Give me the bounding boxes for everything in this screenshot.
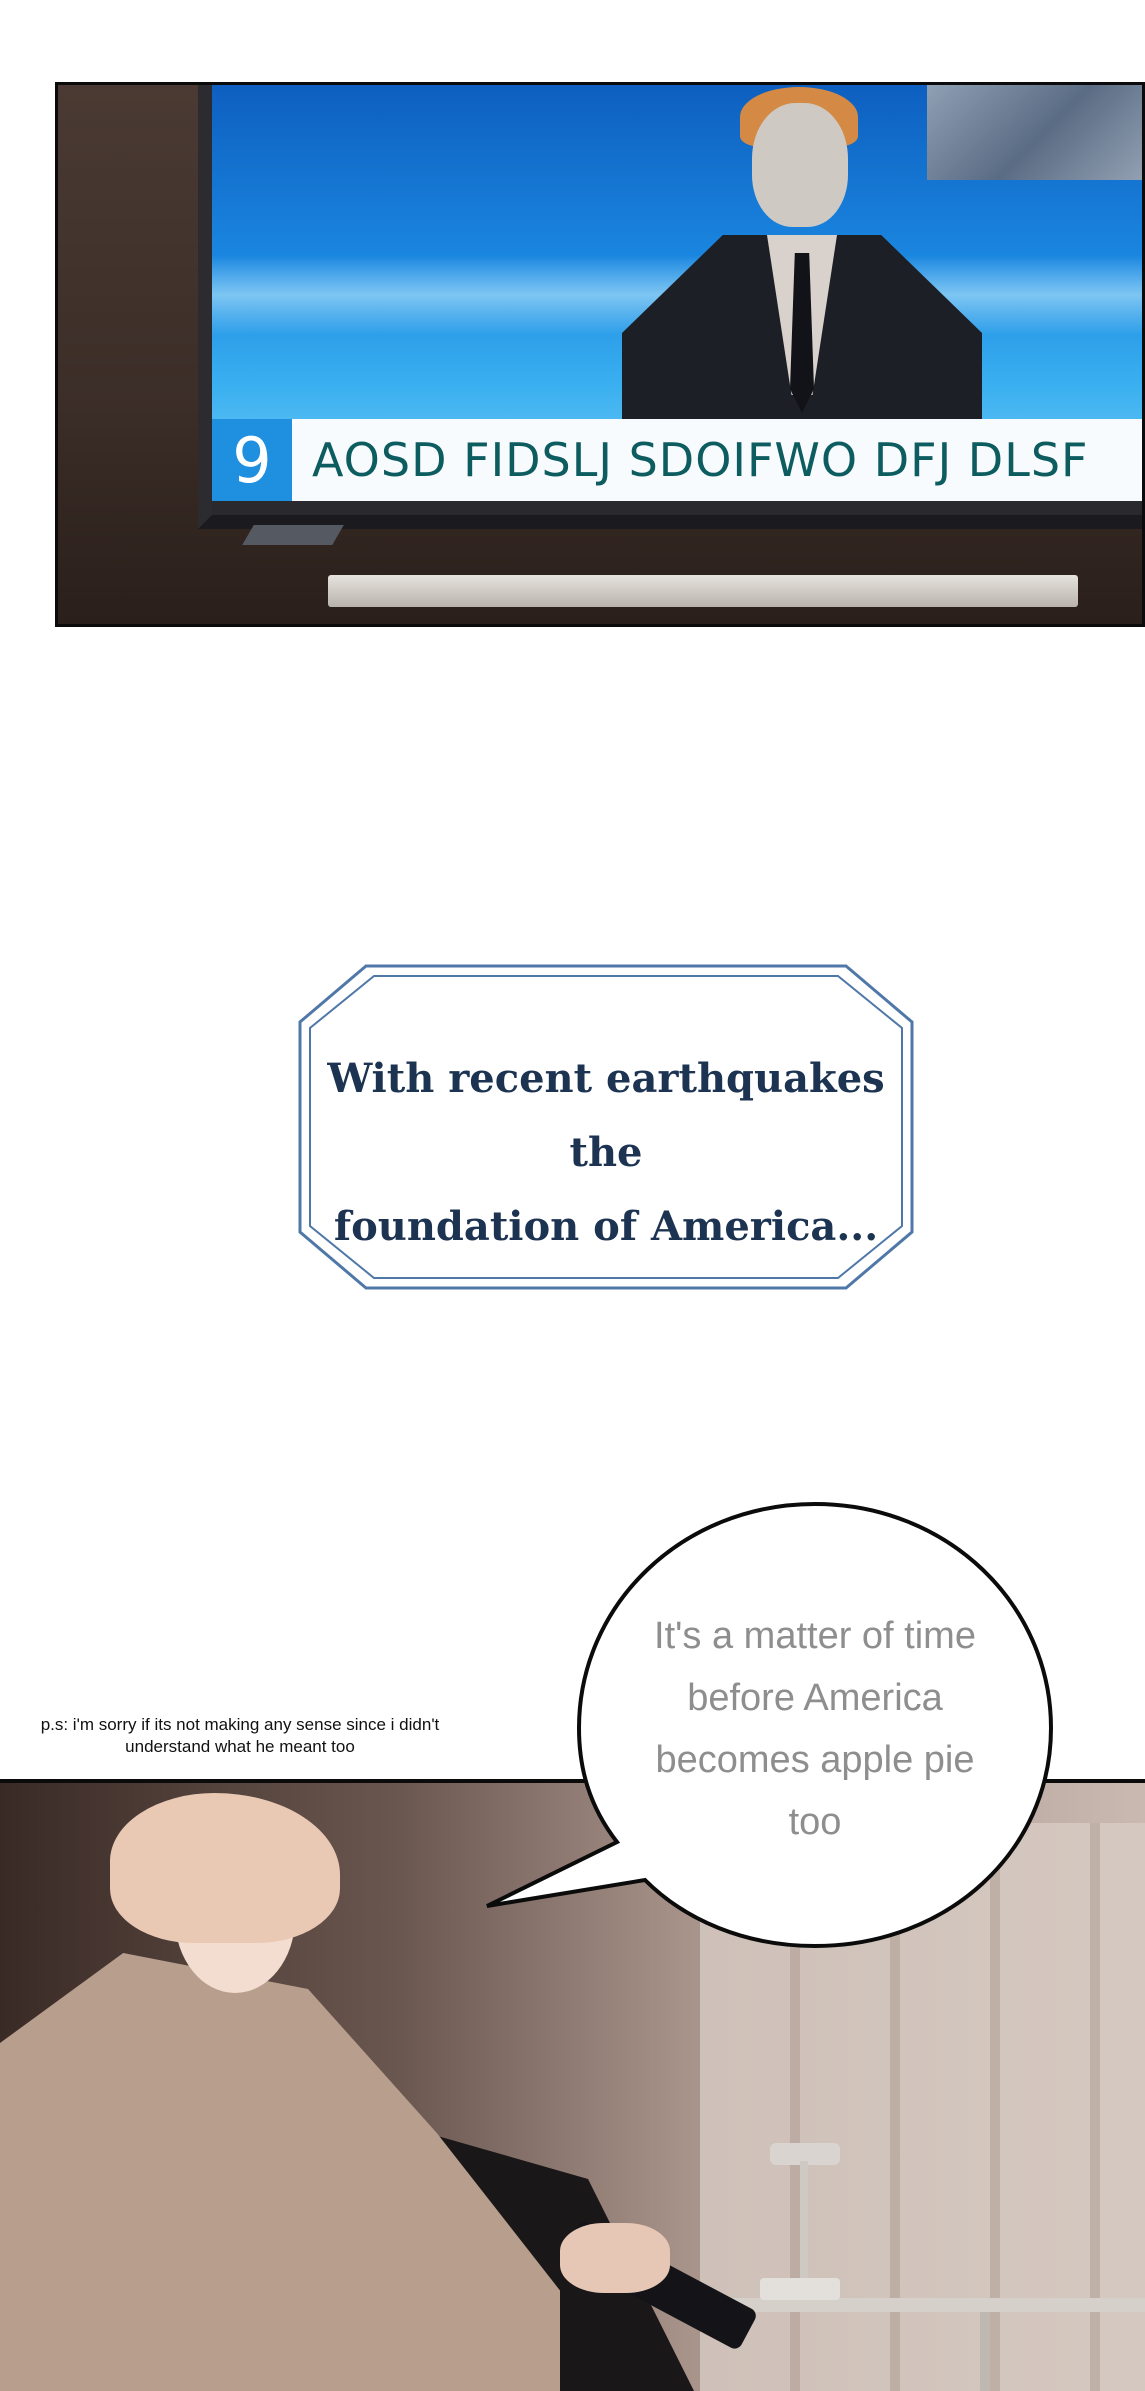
translator-note-line-2: understand what he meant too <box>125 1737 355 1756</box>
translator-note-line-1: p.s: i'm sorry if its not making any sense since i didn't <box>40 1715 440 1734</box>
speech-bubble <box>575 1500 1055 1950</box>
inset-video <box>927 85 1145 180</box>
narration-line-2: foundation of America... <box>333 1203 879 1250</box>
lamp-base <box>760 2278 840 2300</box>
tv-foot <box>242 525 344 545</box>
ticker-headline: AOSD FIDSLJ SDOIFWO DFJ DLSF <box>312 433 1089 487</box>
tv-screen <box>198 85 1145 529</box>
tv-stand <box>328 575 1078 607</box>
lamp-arm <box>800 2161 808 2281</box>
narration-box <box>296 962 916 1292</box>
man-hand <box>560 2223 670 2293</box>
channel-number: 9 <box>212 419 292 501</box>
news-ticker <box>212 419 1145 501</box>
man-hair <box>110 1793 340 1943</box>
speech-line-1: It's a matter of time <box>654 1615 976 1657</box>
ticker-crawl-strip <box>212 501 1145 515</box>
speech-line-4: too <box>788 1801 842 1843</box>
speech-line-2: before America <box>687 1677 943 1719</box>
speech-text <box>615 1605 1015 1853</box>
narration-text <box>296 1042 916 1264</box>
side-table-leg <box>980 2312 990 2391</box>
desk-lamp <box>740 2143 840 2303</box>
news-anchor-head <box>752 103 848 227</box>
speech-line-3: becomes apple pie <box>655 1739 975 1781</box>
narration-line-1: With recent earthquakes the <box>327 1055 885 1176</box>
translator-note <box>30 1714 450 1758</box>
tv-news-panel <box>55 82 1145 627</box>
